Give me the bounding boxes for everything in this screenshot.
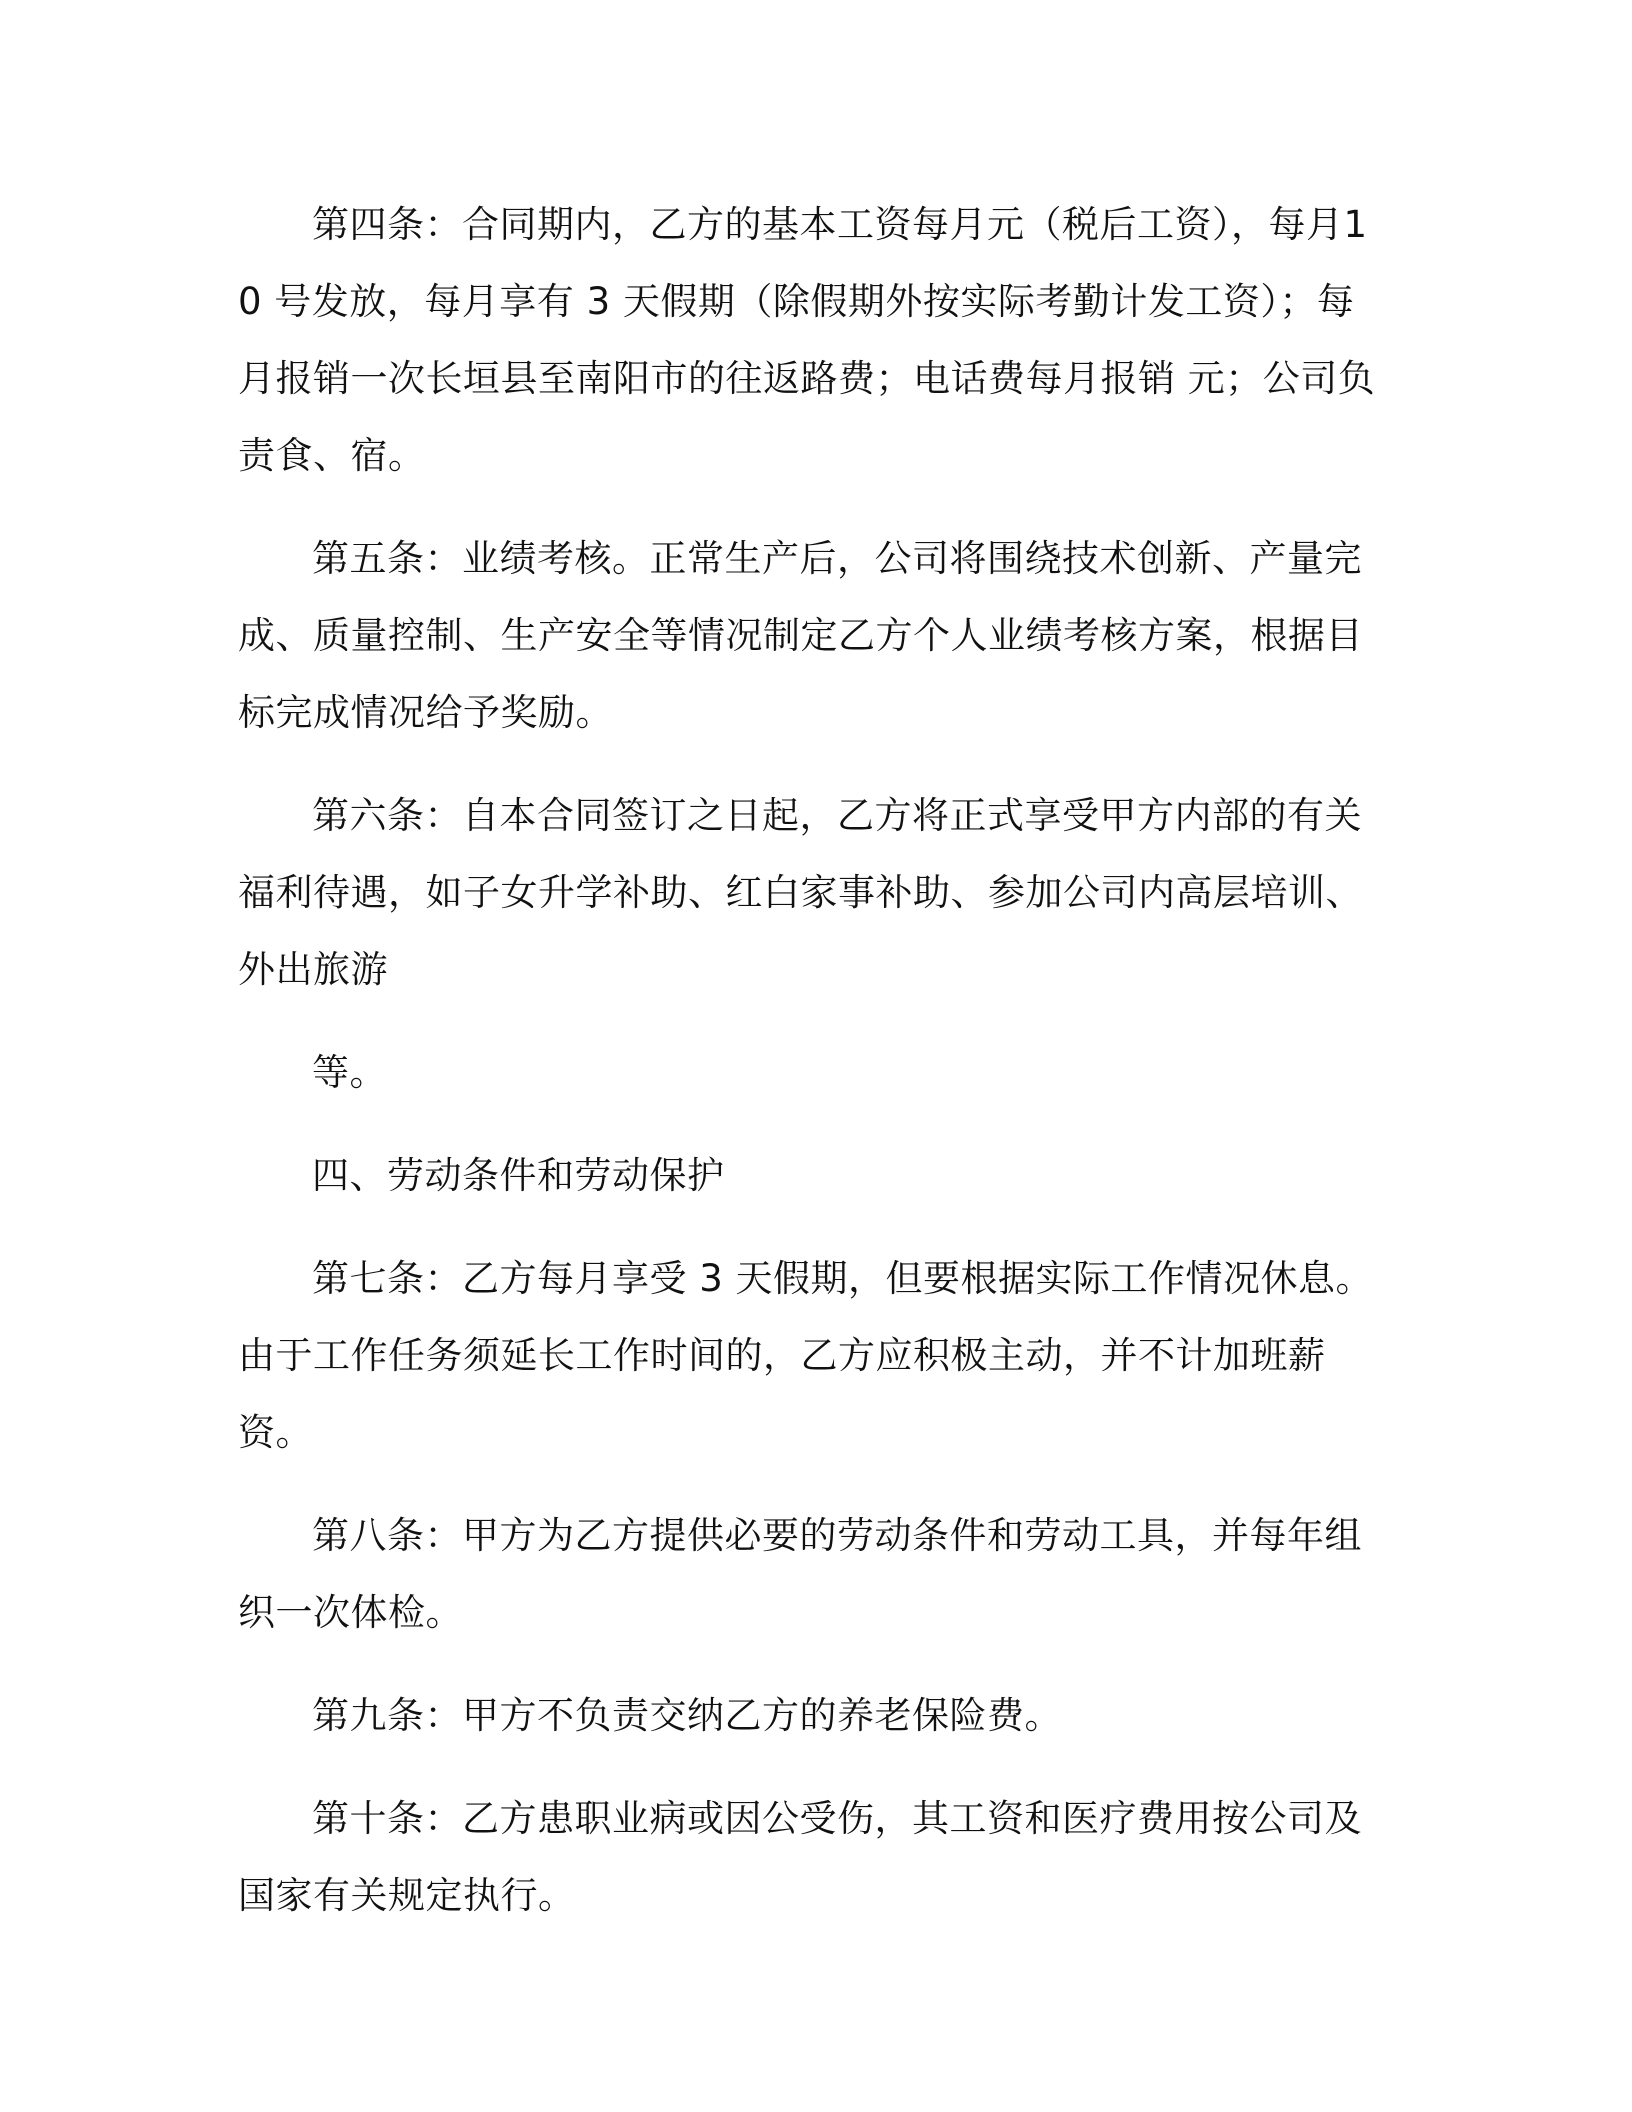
article-9-paragraph: 第九条：甲方不负责交纳乙方的养老保险费。 (312, 1694, 1062, 1737)
article-7-paragraph: 第七条：乙方每月享受 3 天假期，但要根据实际工作情况休息。由于工作任务须延长工作时间的，乙方应积极主动，并不计加班薪资。 (238, 1257, 1374, 1454)
article-8-paragraph: 第八条：甲方为乙方提供必要的劳动条件和劳动工具，并每年组织一次体检。 (238, 1514, 1362, 1634)
article-5-paragraph: 第五条：业绩考核。正常生产后，公司将围绕技术创新、产量完成、质量控制、生产安全等情况制定乙方个人业绩考核方案，根据目标完成情况给予奖励。 (238, 537, 1363, 734)
article-4-paragraph: 第四条：合同期内，乙方的基本工资每月元（税后工资），每月10 号发放，每月享有 3 天假期（除假期外按实际考勤计发工资）；每月报销一次长垣县至南阳市的往返路费；电话费每月报销 元；公司负责食、宿。 (238, 203, 1376, 477)
article-6-continuation: 等。 (312, 1051, 387, 1094)
article-6-paragraph: 第六条：自本合同签订之日起，乙方将正式享受甲方内部的有关福利待遇，如子女升学补助、红白家事补助、参加公司内高层培训、外出旅游 (238, 794, 1363, 991)
article-10-paragraph: 第十条：乙方患职业病或因公受伤，其工资和医疗费用按公司及国家有关规定执行。 (238, 1797, 1362, 1917)
section-4-heading: 四、劳动条件和劳动保护 (312, 1154, 725, 1197)
document-body (238, 186, 1378, 1960)
